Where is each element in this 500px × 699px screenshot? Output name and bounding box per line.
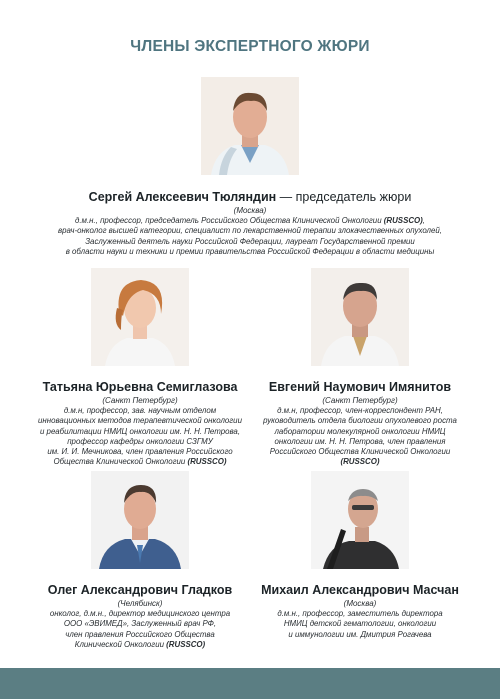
bio-line: Российского Общества Клинической Онкологии [269, 447, 451, 457]
member-bio [20, 406, 260, 468]
bio-line: Клинической Онкологии (RUSSCO) [74, 639, 206, 649]
bio-line: профессор кафедры онкологии СЗГМУ [67, 436, 213, 446]
member-name: Татьяна Юрьевна Семиглазова [42, 380, 238, 394]
bio-line: д.м.н, профессор, член-корреспондент РАН, [277, 406, 443, 415]
member-city: (Челябинск) [117, 599, 163, 608]
member-name: Олег Александрович Гладков [47, 583, 233, 597]
bio-line: д.м.н., профессор, заместитель директора [277, 609, 443, 618]
member-bio [240, 609, 480, 640]
member-photo [311, 268, 409, 366]
bio-line: лаборатории молекулярной онкологии НМИЦ [274, 426, 446, 436]
bio-line: член правления Российского Общества [65, 629, 215, 639]
portrait-image [311, 471, 409, 569]
member-name-line [0, 190, 500, 204]
member-city: (Москва) [233, 206, 267, 215]
member-role: — председатель жюри [276, 190, 412, 204]
member-photo [311, 471, 409, 569]
member-name: Евгений Наумович Имянитов [268, 380, 452, 394]
bio-line: в области науки и техники и премии правительства Российской Федерации в области медицины [65, 246, 435, 256]
member-city: (Санкт Петербург) [322, 396, 398, 405]
member-card [240, 380, 480, 468]
member-bio [0, 216, 500, 257]
page-title: ЧЛЕНЫ ЭКСПЕРТНОГО ЖЮРИ [130, 38, 370, 55]
member-card [240, 583, 480, 640]
member-name: Сергей Алексеевич Тюляндин [88, 190, 277, 204]
bio-line: инновационных методов терапевтической онкологии [38, 416, 242, 426]
bio-line: онкологии им. Н. Н. Петрова, член правления [274, 436, 446, 446]
member-photo [201, 77, 299, 175]
bio-line: (RUSSCO) [340, 457, 380, 467]
portrait-image [311, 268, 409, 366]
bio-line: д.м.н, профессор, зав. научным отделом [63, 406, 217, 415]
member-photo [91, 471, 189, 569]
bio-line: врач-онколог высшей категории, специалист по лекарственной терапии злокачественных опухолей, [58, 226, 442, 236]
footer-band [0, 668, 500, 699]
member-card [20, 583, 260, 650]
member-card [0, 190, 500, 257]
bio-line: руководитель отдела биологии опухолевого роста [263, 416, 457, 426]
member-photo [91, 268, 189, 366]
bio-line: и иммунологии им. Дмитрия Рогачева [288, 629, 432, 639]
bio-line: Заслуженный деятель науки Российской Федерации, лауреат Государственной премии [85, 236, 415, 246]
member-bio [20, 609, 260, 650]
member-bio [240, 406, 480, 468]
bio-line: ООО «ЭВИМЕД», Заслуженный врач РФ, [63, 619, 217, 629]
member-city: (Москва) [343, 599, 377, 608]
portrait-image [91, 471, 189, 569]
member-card [20, 380, 260, 468]
bio-line: НМИЦ детской гематологии, онкологии [283, 619, 437, 629]
member-name: Михаил Александрович Масчан [261, 583, 459, 597]
portrait-image [91, 268, 189, 366]
portrait-image [201, 77, 299, 175]
bio-line: Общества Клинической Онкологии (RUSSCO) [53, 457, 227, 467]
bio-line: им. И. И. Мечникова, член правления Российского [47, 447, 233, 457]
bio-line: д.м.н., профессор, председатель Российского Общества Клинической Онкологии (RUSSCO), [75, 216, 425, 225]
member-city: (Санкт Петербург) [102, 396, 178, 405]
bio-line: онколог, д.м.н., директор медицинского центра [49, 609, 231, 618]
bio-line: и реабилитации НМИЦ онкологии им. Н. Н. Петрова, [39, 426, 241, 436]
